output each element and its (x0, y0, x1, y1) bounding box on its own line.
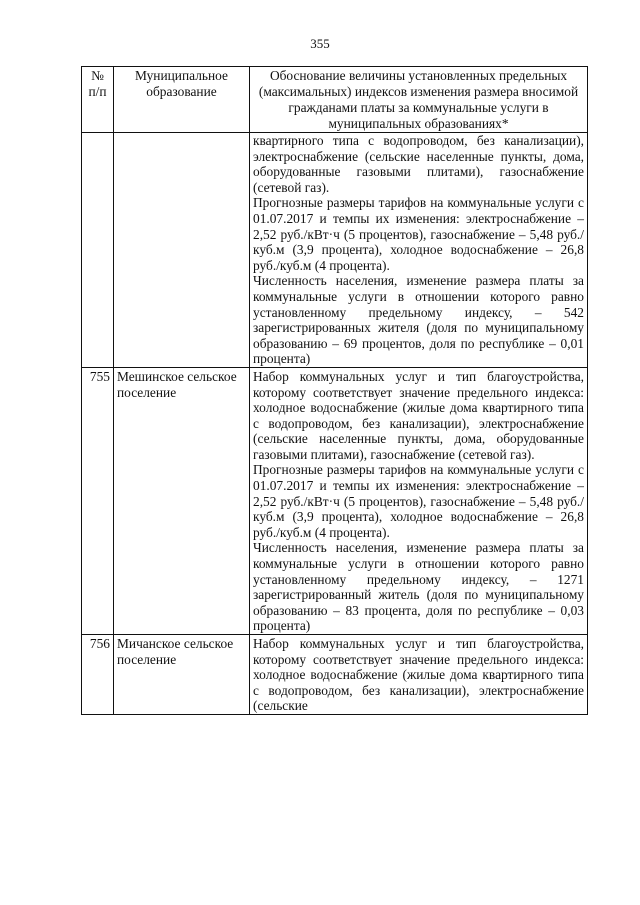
paragraph: квартирного типа с водопроводом, без канализации), электроснабжение (сельские населенные пункты, дома, оборудованные газовыми плитами), газоснабжение (сетевой газ). (253, 133, 584, 195)
row-num-cell: 756 (82, 635, 114, 715)
tariff-table (81, 66, 588, 715)
paragraph: Численность населения, изменение размера платы за коммунальные услуги в отношении которого равно установленному предельному индексу, – 542 зарегистрированных жителя (доля по муниципальному образованию – 69 процентов, доля по республике – 0,01 процента) (253, 273, 584, 367)
row-justification-cell (250, 367, 588, 634)
table-header-row (82, 67, 588, 133)
row-justification-cell (250, 635, 588, 715)
row-num-cell (82, 133, 114, 368)
paragraph: Набор коммунальных услуг и тип благоустройства, которому соответствует значение предельного индекса: холодное водоснабжение (жилые дома квартирного типа с водопроводом, без канализации), электроснабжение (сельские (253, 636, 584, 714)
row-municipality-cell: Мешинское сельское поселение (114, 367, 250, 634)
header-justification: Обоснование величины установленных предельных (максимальных) индексов изменения размера вносимой гражданами платы за коммунальные услуги в муниципальных образованиях* (250, 67, 588, 133)
table-row (82, 635, 588, 715)
header-municipality: Муниципальное образование (114, 67, 250, 133)
row-municipality-cell (114, 133, 250, 368)
table-row (82, 367, 588, 634)
paragraph: Численность населения, изменение размера платы за коммунальные услуги в отношении которого равно установленному предельному индексу, – 1271 зарегистрированный житель (доля по муниципальному образованию – 83 процента, доля по республике – 0,03 процента) (253, 540, 584, 634)
row-municipality-cell: Мичанское сельское поселение (114, 635, 250, 715)
row-num-cell: 755 (82, 367, 114, 634)
paragraph: Прогнозные размеры тарифов на коммунальные услуги с 01.07.2017 и темпы их изменения: электроснабжение – 2,52 руб./кВт·ч (5 процентов), газоснабжение – 5,48 руб./куб.м (3,9 процента), холодное водоснабжение – 26,8 руб./куб.м (4 процента). (253, 462, 584, 540)
cell-text-wrapper (253, 636, 584, 714)
page-number: 355 (310, 36, 330, 51)
table-row (82, 133, 588, 368)
paragraph: Прогнозные размеры тарифов на коммунальные услуги с 01.07.2017 и темпы их изменения: электроснабжение – 2,52 руб./кВт·ч (5 процентов), газоснабжение – 5,48 руб./куб.м (3,9 процента), холодное водоснабжение – 26,8 руб./куб.м (4 процента). (253, 195, 584, 273)
paragraph: Набор коммунальных услуг и тип благоустройства, которому соответствует значение предельного индекса: холодное водоснабжение (жилые дома квартирного типа с водопроводом, без канализации), электроснабжение (сельские населенные пункты, дома, оборудованные газовыми плитами), газоснабжение (сетевой газ). (253, 368, 584, 462)
row-justification-cell (250, 133, 588, 368)
header-num: № п/п (82, 67, 114, 133)
